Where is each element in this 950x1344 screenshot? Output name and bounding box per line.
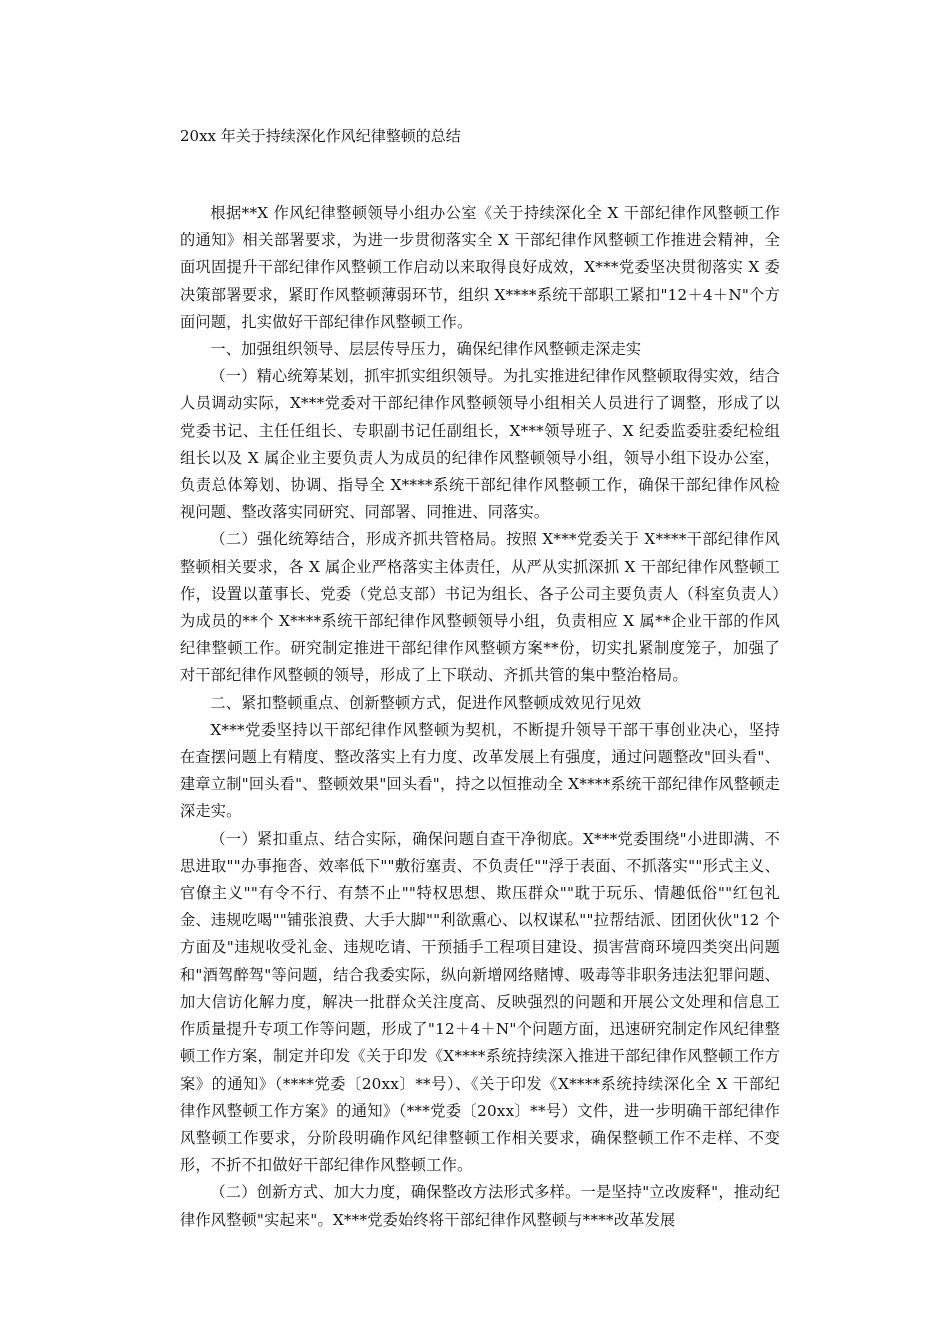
intro-paragraph: 根据**X 作风纪律整顿领导小组办公室《关于持续深化全 X 干部纪律作风整顿工作的通知》相关部署要求，为进一步贯彻落实全 X 干部纪律作风整顿工作推进会精神，全面巩固提升干部纪律作风整顿工作启动以来取得良好成效，X***党委坚决贯彻落实 X 委决策部署要求，紧盯作风整顿薄弱环节，组织 X****系统干部职工紧扣"12＋4＋N"个方面问题，扎实做好干部纪律作风整顿工作。 bbox=[180, 204, 780, 331]
body-paragraph: （一）精心统筹某划，抓牢抓实组织领导。为扎实推进纪律作风整顿取得实效，结合人员调动实际，X***党委对干部纪律作风整顿领导小组相关人员进行了调整，形成了以党委书记、主任任组长、专职副书记任副组长，X***领导班子、X 纪委监委驻委纪检组组长以及 X 属企业主要负责人为成员的纪律作风整顿领导小组，领导小组下设办公室，负责总体筹划、协调、指导全 X****系统干部纪律作风整顿工作，确保干部纪律作风检视问题、整改落实同研究、同部署、同推进、同落实。 bbox=[180, 367, 780, 522]
body-paragraph: （一）紧扣重点、结合实际，确保问题自查干净彻底。X***党委围绕"小进即满、不思进取""办事拖沓、效率低下""敷衍塞责、不负责任""浮于表面、不抓落实""形式主义、官僚主义""有令不行、有禁不止""特权思想、欺压群众""耽于玩乐、情趣低俗""红包礼金、违规吃喝""铺张浪费、大手大脚""利欲熏心、以权谋私""拉帮结派、团团伙伙"12 个方面及"违规收受礼金、违规吃请、干预插手工程项目建设、损害营商环境四类突出问题和"酒驾醉驾"等问题，结合我委实际，纵向新增网络赌博、吸毒等非职务违法犯罪问题、加大信访化解力度，解决一批群众关注度高、反映强烈的问题和开展公文处理和信息工作质量提升专项工作等问题，形成了"12＋4＋N"个问题方面，迅速研究制定作风纪律整顿工作方案，制定并印发《关于印发《X****系统持续深入推进干部纪律作风整顿工作方案》的通知》（****党委〔20xx〕**号）、《关于印发《X****系统持续深化全 X 干部纪律作风整顿工作方案》的通知》（***党委〔20xx〕**号）文件，进一步明确干部纪律作风整顿工作要求，分阶段明确作风纪律整顿工作相关要求，确保整顿工作不走样、不变形，不折不扣做好干部纪律作风整顿工作。 bbox=[180, 829, 780, 1175]
body-paragraph: （二）创新方式、加大力度，确保整改方法形式多样。一是坚持"立改废释"，推动纪律作风整顿"实起来"。X***党委始终将干部纪律作风整顿与****改革发展 bbox=[180, 1183, 780, 1229]
section-heading-2: 二、紧扣整顿重点、创新整顿方式，促进作风整顿成效见行见效 bbox=[210, 693, 642, 712]
section-heading-1: 一、加强组织领导、层层传导压力，确保纪律作风整顿走深走实 bbox=[210, 340, 642, 359]
document-body bbox=[180, 200, 780, 1234]
document-title: 20xx 年关于持续深化作风纪律整顿的总结 bbox=[180, 127, 461, 145]
body-paragraph: X***党委坚持以干部纪律作风整顿为契机，不断提升领导干部干事创业决心，坚持在查摆问题上有精度、整改落实上有力度、改革发展上有强度，通过问题整改"回头看"、建章立制"回头看"、整顿效果"回头看"，持之以恒推动全 X****系统干部纪律作风整顿走深走实。 bbox=[180, 720, 780, 821]
body-paragraph: （二）强化统筹结合，形成齐抓共管格局。按照 X***党委关于 X****干部纪律作风整顿相关要求，各 X 属企业严格落实主体责任，从严从实抓深抓 X 干部纪律作风整顿工作，设置以董事长、党委（党总支部）书记为组长、各子公司主要负责人（科室负责人）为成员的**个 X****系统干部纪律作风整顿领导小组，负责相应 X 属**企业干部的作风纪律整顿工作。研究制定推进干部纪律作风整顿方案**份，切实扎紧制度笼子，加强了对干部纪律作风整顿的领导，形成了上下联动、齐抓共管的集中整治格局。 bbox=[180, 530, 780, 685]
